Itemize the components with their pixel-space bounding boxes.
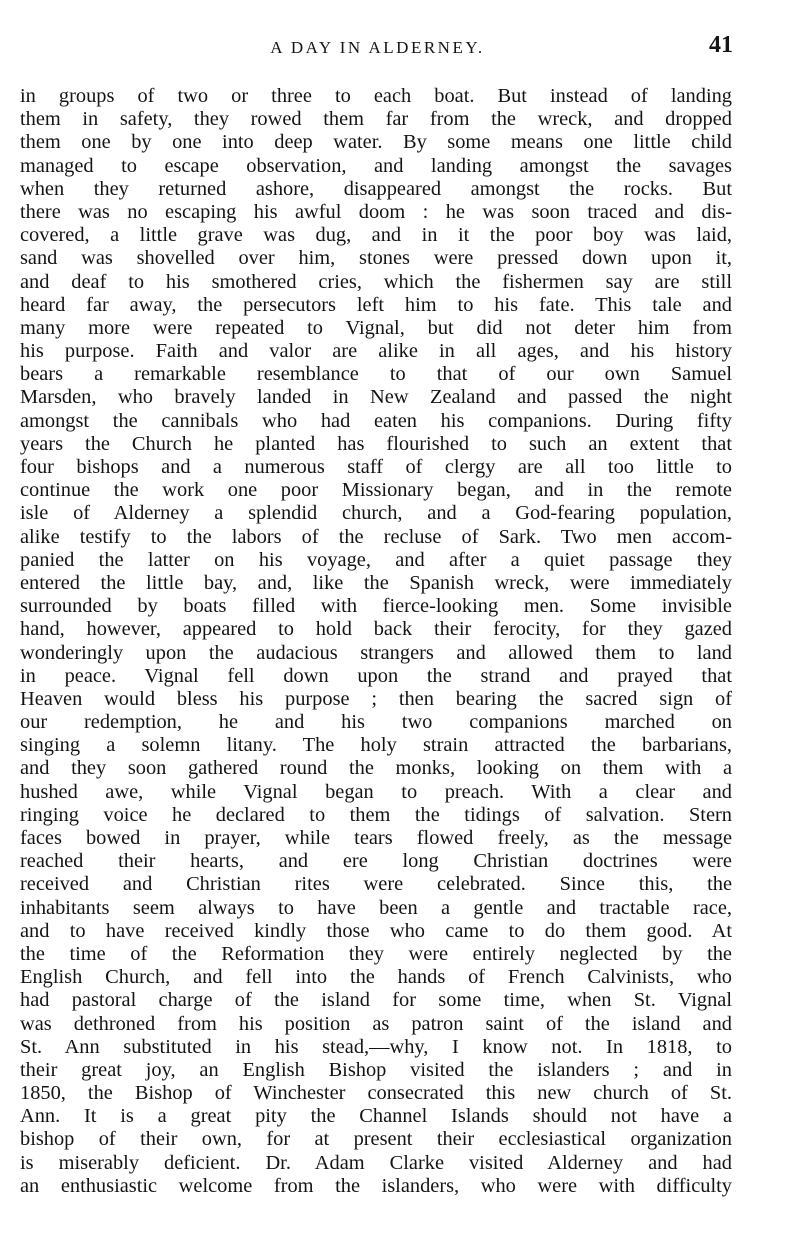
text-line: wonderingly upon the audacious strangers and allowed them to land bbox=[20, 641, 732, 664]
text-line: in groups of two or three to each boat. But instead of landing bbox=[20, 85, 732, 107]
text-line: Heaven would bless his purpose ; then bearing the sacred sign of bbox=[20, 687, 732, 710]
page-number: 41 bbox=[709, 32, 733, 58]
text-line: was dethroned from his position as patron saint of the island and bbox=[20, 1012, 732, 1035]
text-line: St. Ann substituted in his stead,—why, I know not. In 1818, to bbox=[20, 1035, 732, 1058]
text-line: them one by one into deep water. By some means one little child bbox=[20, 131, 732, 154]
text-line: panied the latter on his voyage, and after a quiet passage they bbox=[20, 548, 732, 571]
text-line: hand, however, appeared to hold back their ferocity, for they gazed bbox=[20, 618, 732, 641]
text-line: continue the work one poor Missionary began, and in the remote bbox=[20, 479, 732, 502]
text-line: faces bowed in prayer, while tears flowed freely, as the message bbox=[20, 827, 732, 849]
text-line: managed to escape observation, and landing amongst the savages bbox=[20, 154, 732, 177]
text-line: alike testify to the labors of the recluse of Sark. Two men accom- bbox=[20, 525, 732, 548]
page-header bbox=[20, 34, 735, 70]
text-line: our redemption, he and his two companions marched on bbox=[20, 711, 732, 734]
text-line: their great joy, an English Bishop visited the islanders ; and in bbox=[20, 1058, 732, 1081]
text-line: is miserably deficient. Dr. Adam Clarke visited Alderney and had bbox=[20, 1151, 732, 1174]
text-line: bears a remarkable resemblance to that of our own Samuel bbox=[20, 363, 732, 386]
text-line: Marsden, who bravely landed in New Zealand and passed the night bbox=[20, 386, 732, 409]
text-line: ringing voice he declared to them the tidings of salvation. Stern bbox=[20, 803, 732, 826]
running-title: A DAY IN ALDERNEY. bbox=[270, 38, 485, 57]
text-line: the time of the Reformation they were entirely neglected by the bbox=[20, 942, 732, 965]
text-line: there was no escaping his awful doom : he was soon traced and dis- bbox=[20, 200, 732, 223]
text-line: years the Church he planted has flourished to such an extent that bbox=[20, 432, 732, 455]
text-line: inhabitants seem always to have been a gentle and tractable race, bbox=[20, 896, 732, 919]
text-line: entered the little bay, and, like the Spanish wreck, were immediately bbox=[20, 571, 732, 594]
text-line: 1850, the Bishop of Winchester consecrated this new church of St. bbox=[20, 1082, 732, 1105]
text-line: an enthusiastic welcome from the islanders, who were with difficulty bbox=[20, 1174, 732, 1197]
text-line: English Church, and fell into the hands of French Calvinists, who bbox=[20, 966, 732, 989]
text-line: amongst the cannibals who had eaten his companions. During fifty bbox=[20, 409, 732, 432]
text-line: and they soon gathered round the monks, looking on them with a bbox=[20, 757, 732, 780]
text-line: Ann. It is a great pity the Channel Islands should not have a bbox=[20, 1105, 732, 1128]
text-line: surrounded by boats filled with fierce-looking men. Some invisible bbox=[20, 595, 732, 618]
text-line: isle of Alderney a splendid church, and a God-fearing population, bbox=[20, 502, 732, 525]
text-line: sand was shovelled over him, stones were pressed down upon it, bbox=[20, 247, 732, 270]
text-line: covered, a little grave was dug, and in it the poor boy was laid, bbox=[20, 224, 732, 247]
text-line: received and Christian rites were celebrated. Since this, the bbox=[20, 873, 732, 896]
text-line: bishop of their own, for at present their ecclesiastical organization bbox=[20, 1128, 732, 1151]
text-line: reached their hearts, and ere long Christian doctrines were bbox=[20, 850, 732, 873]
text-line: his purpose. Faith and valor are alike in all ages, and his history bbox=[20, 340, 732, 363]
text-line: many more were repeated to Vignal, but did not deter him from bbox=[20, 316, 732, 339]
body-text bbox=[20, 85, 732, 1198]
text-line: had pastoral charge of the island for some time, when St. Vignal bbox=[20, 989, 732, 1012]
text-line: and to have received kindly those who came to do them good. At bbox=[20, 919, 732, 942]
text-line: four bishops and a numerous staff of clergy are all too little to bbox=[20, 456, 732, 478]
text-line: singing a solemn litany. The holy strain attracted the barbarians, bbox=[20, 734, 732, 757]
text-line: in peace. Vignal fell down upon the strand and prayed that bbox=[20, 664, 732, 687]
text-line: when they returned ashore, disappeared amongst the rocks. But bbox=[20, 177, 732, 200]
text-line: them in safety, they rowed them far from the wreck, and dropped bbox=[20, 108, 732, 131]
text-line: heard far away, the persecutors left him to his fate. This tale and bbox=[20, 293, 732, 316]
text-line: and deaf to his smothered cries, which the fishermen say are still bbox=[20, 270, 732, 293]
text-line: hushed awe, while Vignal began to preach. With a clear and bbox=[20, 780, 732, 803]
